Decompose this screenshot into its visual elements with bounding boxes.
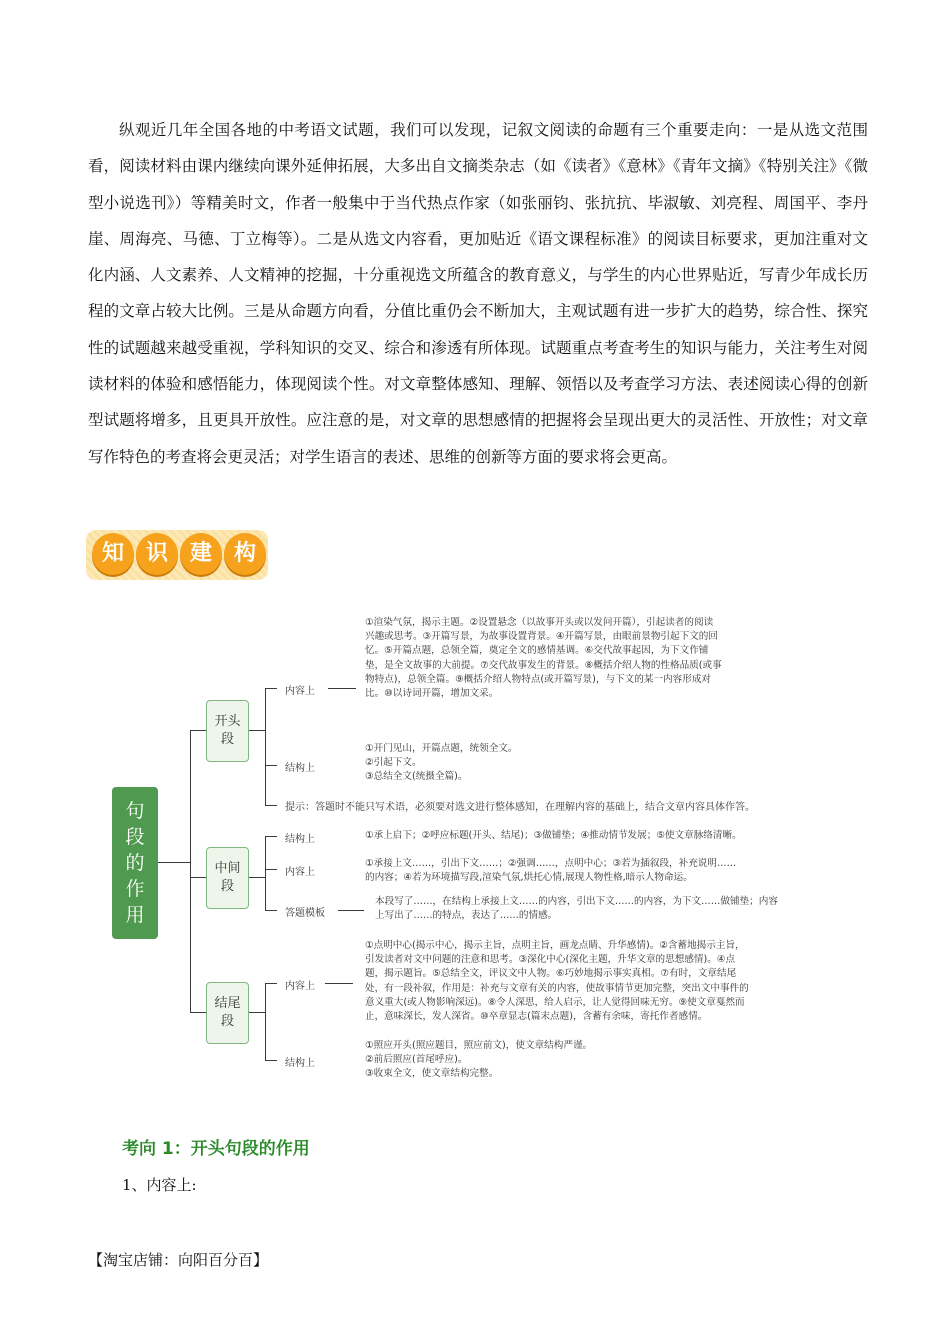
connector [265, 1060, 277, 1061]
branch-ending [206, 982, 249, 1044]
leaf-line: 止，意味深长，发人深省。⑩卒章显志(篇末点题)，含蓄有余味，寄托作者感情。 [365, 1011, 708, 1023]
connector [249, 730, 265, 731]
answer-tip: 提示：答题时不能只写术语，必须要对选文进行整体感知，在理解内容的基础上，结合文章内容具体作答。 [285, 802, 755, 813]
connector [158, 862, 190, 863]
intro-paragraph: 纵观近几年全国各地的中考语文试题，我们可以发现，记叙文阅读的命题有三个重要走向：一是从选文范围看，阅读材料由课内继续向课外延伸拓展，大多出自文摘类杂志（如《读者》《意林》《青年文摘》《特别关注》《微型小说选刊》）等精美时文，作者一般集中于当代热点作家（如张丽钧、张抗抗、毕淑敏、刘亮程、周国平、李丹崖、周海亮、马德、丁立梅等）。二是从选文内容看，更加贴近《语文课程标准》的阅读目标要求，更加注重对文化内涵、人文素养、人文精神的挖掘，十分重视选文所蕴含的教育意义，与学生的内心世界贴近，写青少年成长历程的文章占较大比例。三是从命题方向看，分值比重仍会不断加大，主观试题有进一步扩大的趋势，综合性、探究性的试题越来越受重视，学科知识的交叉、综合和渗透有所体现。试题重点考查考生的知识与能力，关注考生对阅读材料的体验和感悟能力，体现阅读个性。对文章整体感知、理解、领悟以及考查学习方法、表述阅读心得的创新型试题将增多，且更具开放性。应注意的是，对文章的思想感情的把握将会呈现出更大的灵活性、开放性；对文章写作特色的考查将会更灵活；对学生语言的表述、思维的创新等方面的要求将会更高。 [88, 121, 868, 466]
leaf-line: ①点明中心(揭示中心，揭示主旨，点明主旨，画龙点睛、升华感情)。②含蓄地揭示主旨， [365, 940, 745, 951]
leaf-line: 意义重大(或人物影响深远)。⑧令人深思，给人启示，让人觉得回味无穷。⑨使文章戛然而 [365, 996, 745, 1008]
connector [265, 688, 277, 689]
badge-char: 建 [180, 533, 222, 575]
leaf-line: ③总结全文(统摄全篇)。 [365, 771, 468, 783]
connector [265, 688, 266, 805]
list-item: 1、内容上: [122, 1176, 197, 1194]
connector [190, 877, 206, 878]
connector [325, 983, 353, 984]
mindmap-root [112, 787, 158, 939]
leaf-line: 物特点)，总领全篇。⑨概括介绍人物特点(或开篇写景)，与下文的某一内容形成对 [365, 673, 712, 685]
connector [190, 1012, 206, 1013]
leaf-answer-template [375, 895, 778, 923]
branch-opening [206, 700, 249, 762]
leaf-opening-structure [365, 742, 518, 785]
connector [265, 910, 277, 911]
connector [249, 1012, 265, 1013]
leaf-line: 忆。⑤开篇点题，总领全篇，奠定全文的感情基调。⑥交代故事起因，为下文作铺 [365, 645, 709, 657]
connector [265, 805, 277, 806]
sub-label: 内容上 [285, 981, 315, 992]
leaf-line: 比。⑩以诗词开篇，增加文采。 [365, 688, 499, 700]
connector [265, 983, 277, 984]
leaf-line: 处，有一段补叙，作用是：补充与文章有关的内容，使故事情节更加完整，突出文中事件的 [365, 982, 749, 994]
sub-label: 结构上 [285, 834, 315, 845]
badge-char: 构 [224, 533, 266, 575]
leaf-opening-content [365, 616, 722, 701]
leaf-middle-structure [365, 829, 742, 843]
section-heading: 考向 1：开头句段的作用 [122, 1139, 310, 1159]
leaf-line: ①照应开头(照应题目，照应前文)，使文章结构严谨。 [365, 1040, 593, 1051]
leaf-ending-content [365, 939, 749, 1024]
connector [265, 983, 266, 1060]
connector [265, 765, 277, 766]
leaf-line: 本段写了……，在结构上承接上文……的内容，引出下文……的内容，为下文……做铺垫；内容 [375, 896, 778, 907]
connector [338, 910, 364, 911]
connector [249, 877, 265, 878]
connector [328, 688, 356, 689]
leaf-ending-structure [365, 1039, 592, 1082]
sub-label: 结构上 [285, 763, 315, 774]
footer: 【淘宝店铺：向阳百分百】 [88, 1251, 269, 1269]
connector [265, 836, 266, 910]
leaf-line: 的内容；④若为环境描写段,渲染气氛,烘托心情,展现人物性格,暗示人物命运。 [365, 872, 693, 884]
connector [190, 730, 206, 731]
sub-label: 内容上 [285, 686, 315, 697]
leaf-line: ②前后照应(首尾呼应)。 [365, 1054, 468, 1066]
badge-char: 知 [92, 533, 134, 575]
leaf-line: 上写出了……的特点，表达了……的情感。 [375, 910, 558, 922]
leaf-line: 题，揭示题旨。⑤总结全文，评议文中人物。⑥巧妙地揭示事实真相。⑦有时，文章结尾 [365, 968, 737, 980]
sub-label: 内容上 [285, 867, 315, 878]
leaf-middle-content [365, 857, 736, 885]
leaf-line: ②引起下文。 [365, 757, 422, 769]
leaf-line: ①承接上文……，引出下文……；②强调……，点明中心；③若为插叙段，补充说明…… [365, 858, 737, 869]
connector [265, 869, 277, 870]
sub-label: 答题模板 [285, 908, 325, 919]
branch-label: 中间段 [214, 861, 241, 894]
branch-middle [206, 847, 249, 909]
badge-char: 识 [136, 533, 178, 575]
branch-label: 开头段 [214, 714, 241, 747]
leaf-line: ①开门见山，开篇点题，统领全文。 [365, 743, 518, 754]
sub-label: 结构上 [285, 1058, 315, 1069]
connector [265, 836, 277, 837]
leaf-line: ③收束全文，使文章结构完整。 [365, 1068, 499, 1080]
leaf-line: ①承上启下；②呼应标题(开头、结尾)；③做铺垫；④推动情节发展；⑤使文章脉络清晰。 [365, 830, 742, 841]
branch-label: 结尾段 [214, 996, 241, 1029]
leaf-line: 垫，是全文故事的大前提。⑦交代故事发生的背景。⑧概括介绍人物的性格品质(或事 [365, 659, 722, 671]
leaf-line: 引发读者对文中问题的注意和思考。③深化中心(深化主题，升华文章的思想感情)。④点 [365, 954, 736, 966]
knowledge-structure-badge [86, 530, 268, 580]
leaf-line: 兴趣或思考。③开篇写景，为故事设置背景。④开篇写景，由眼前景物引起下文的回 [365, 631, 718, 643]
connector [190, 730, 191, 1012]
leaf-line: ①渲染气氛，揭示主题。②设置悬念（以故事开头或以发问开篇），引起读者的阅读 [365, 617, 714, 628]
root-label: 句段的作用 [125, 800, 145, 926]
